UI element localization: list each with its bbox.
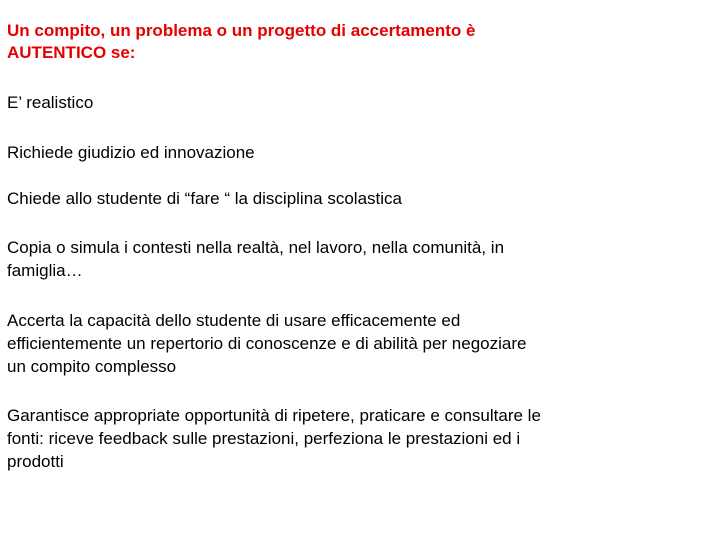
criterion-feedback: Garantisce appropriate opportunità di ripetere, praticare e consultare le fonti: riceve feedback sulle prestazioni, perfeziona le prestazioni ed i prodotti [7, 406, 541, 471]
criterion-complex-task: Accerta la capacità dello studente di usare efficacemente ed efficientemente un repertorio di conoscenze e di abilità per negoziare un compito complesso [7, 311, 527, 376]
slide-title: Un compito, un problema o un progetto di accertamento è AUTENTICO se: [7, 21, 476, 62]
criterion-judgment: Richiede giudizio ed innovazione [7, 143, 255, 162]
criterion-do-discipline: Chiede allo studente di “fare “ la disciplina scolastica [7, 189, 402, 208]
criterion-realistic: E’ realistico [7, 93, 94, 112]
criterion-real-contexts: Copia o simula i contesti nella realtà, nel lavoro, nella comunità, in famiglia… [7, 238, 505, 280]
